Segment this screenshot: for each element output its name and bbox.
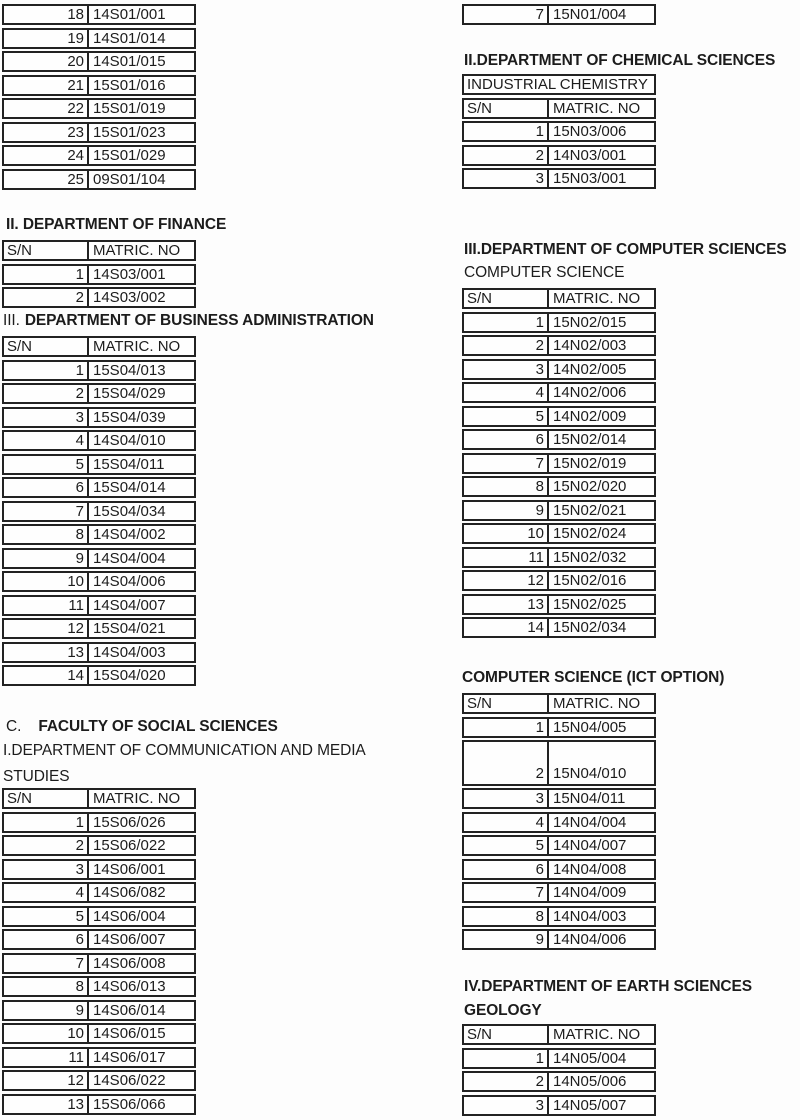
table-row	[462, 382, 656, 403]
matric-cell: 14N04/004	[553, 813, 627, 831]
sn-cell: 6	[464, 861, 549, 878]
table-row	[462, 570, 656, 591]
sn-header-cell: S/N	[464, 1026, 549, 1043]
table-row	[2, 501, 196, 522]
table-row	[2, 407, 196, 428]
matric-cell: 15N02/034	[553, 619, 627, 636]
matric-header-cell: MATRIC. NO	[553, 695, 641, 712]
sn-cell: 3	[464, 170, 549, 187]
matric-cell: 14N03/001	[553, 146, 627, 164]
chemical-title-label: II.DEPARTMENT OF CHEMICAL SCIENCES	[464, 52, 776, 69]
matric-cell: 15N02/024	[553, 525, 627, 542]
table-row	[2, 859, 196, 880]
sn-cell: 7	[464, 6, 549, 23]
table-row	[462, 859, 656, 880]
sn-cell: 20	[4, 53, 89, 70]
matric-cell: 09S01/104	[93, 170, 166, 188]
matric-cell: 15N02/019	[553, 454, 627, 472]
chemical-department-title	[464, 52, 775, 70]
matric-header-cell: MATRIC. NO	[93, 790, 181, 807]
sn-cell: 1	[4, 814, 89, 831]
earth-title-label: IV.DEPARTMENT OF EARTH SCIENCES	[464, 978, 752, 995]
sn-cell: 8	[464, 908, 549, 925]
matric-cell: 15N02/015	[553, 313, 627, 331]
sn-cell: 3	[4, 409, 89, 426]
sn-cell: 4	[464, 384, 549, 401]
matric-cell: 15S04/020	[93, 667, 166, 684]
ict-option-table	[462, 693, 656, 953]
matric-cell: 15S04/013	[93, 361, 166, 379]
matric-cell: 14N04/006	[553, 931, 627, 948]
table-row	[2, 430, 196, 451]
matric-cell: 14S06/022	[93, 1072, 166, 1089]
sn-cell: 4	[4, 432, 89, 449]
table-row	[2, 812, 196, 833]
matric-cell: 14S04/010	[93, 432, 166, 449]
matric-cell: 15S01/016	[93, 76, 166, 94]
matric-cell: 14S06/001	[93, 860, 166, 878]
matric-cell: 14N02/003	[553, 337, 627, 354]
matric-cell: 15S01/029	[93, 147, 166, 164]
table-row	[2, 454, 196, 475]
table-row	[2, 383, 196, 404]
sn-cell: 25	[4, 171, 89, 188]
matric-cell: 15N02/021	[553, 501, 627, 519]
sn-cell: 9	[4, 1002, 89, 1019]
matric-cell: 14S06/082	[93, 884, 166, 901]
industrial-chemistry-table	[462, 74, 656, 192]
sn-cell: 6	[4, 479, 89, 496]
table-row	[462, 1048, 656, 1069]
table-caption-row	[462, 74, 656, 95]
table-row	[462, 500, 656, 521]
sn-cell: 6	[4, 931, 89, 948]
matric-cell: 15N02/020	[553, 478, 627, 495]
social-title-letter: C.	[6, 718, 22, 735]
sn-cell: 8	[4, 526, 89, 543]
table-row	[462, 929, 656, 950]
sn-cell: 3	[464, 790, 549, 807]
sn-cell: 5	[4, 456, 89, 473]
table-row	[2, 665, 196, 686]
table-header-row	[462, 98, 656, 119]
sn-cell: 2	[4, 837, 89, 854]
sn-header-cell: S/N	[464, 695, 549, 712]
matric-cell: 14S04/007	[93, 596, 166, 614]
table-row	[462, 740, 656, 786]
sn-cell: 7	[4, 955, 89, 972]
table-row	[462, 882, 656, 903]
matric-cell: 15S04/021	[93, 620, 166, 637]
sn-header-cell: S/N	[464, 100, 549, 117]
table-row	[2, 882, 196, 903]
table-row	[462, 453, 656, 474]
sn-cell: 2	[464, 337, 549, 354]
matric-cell: 15S04/039	[93, 408, 166, 426]
matric-cell: 15N04/005	[553, 718, 627, 736]
sn-cell: 18	[4, 6, 89, 23]
table-row	[2, 906, 196, 927]
table-row	[2, 122, 196, 143]
table-header-row	[2, 240, 196, 261]
matric-cell: 14S06/013	[93, 978, 166, 995]
table-caption-cell: INDUSTRIAL CHEMISTRY	[467, 76, 648, 93]
matric-cell: 14S01/014	[93, 29, 166, 47]
matric-cell: 14S06/008	[93, 954, 166, 972]
matric-cell: 14S04/003	[93, 643, 166, 661]
table-row	[2, 169, 196, 190]
table-row	[2, 524, 196, 545]
matric-header-cell: MATRIC. NO	[553, 1026, 641, 1043]
sn-cell: 1	[464, 1050, 549, 1067]
table-row	[2, 835, 196, 856]
matric-cell: 14S03/002	[93, 289, 166, 306]
sn-cell: 2	[464, 147, 549, 164]
table-row	[2, 1094, 196, 1115]
sn-cell: 13	[4, 644, 89, 661]
table-row	[2, 929, 196, 950]
matric-cell: 14N02/005	[553, 360, 627, 378]
finance-department-title	[6, 216, 226, 234]
social-title-label: FACULTY OF SOCIAL SCIENCES	[38, 718, 278, 735]
table-row	[462, 547, 656, 568]
matric-cell: 14N04/008	[553, 860, 627, 878]
table-row	[462, 406, 656, 427]
table-row	[462, 1095, 656, 1116]
ict-option-title	[462, 669, 724, 687]
sn-cell: 19	[4, 30, 89, 47]
sn-cell: 14	[4, 667, 89, 684]
table-header-row	[2, 788, 196, 809]
communication-department-line2: STUDIES	[3, 768, 70, 785]
matric-cell: 14N02/006	[553, 384, 627, 401]
table-row	[2, 51, 196, 72]
matric-cell: 15S06/022	[93, 837, 166, 854]
computer-title-label: III.DEPARTMENT OF COMPUTER SCIENCES	[464, 241, 787, 258]
matric-cell: 15N04/010	[553, 764, 627, 782]
sn-cell: 9	[464, 502, 549, 519]
matric-cell: 14S04/002	[93, 526, 166, 543]
sn-cell: 1	[464, 314, 549, 331]
matric-cell: 14S06/014	[93, 1001, 166, 1019]
table-row	[2, 548, 196, 569]
matric-cell: 14S06/007	[93, 931, 166, 948]
sn-cell: 21	[4, 77, 89, 94]
table-row	[2, 953, 196, 974]
matric-cell: 14N05/007	[553, 1096, 627, 1114]
matric-cell: 14S06/015	[93, 1025, 166, 1042]
matric-cell: 15N02/032	[553, 548, 627, 566]
finance-title-label: II. DEPARTMENT OF FINANCE	[6, 216, 227, 233]
sn-header-cell: S/N	[4, 790, 89, 807]
table-row	[2, 642, 196, 663]
matric-cell: 15N02/016	[553, 572, 627, 589]
sn-cell: 7	[4, 503, 89, 520]
sn-cell: 9	[464, 931, 549, 948]
sn-header-cell: S/N	[4, 338, 89, 355]
table-row	[2, 1023, 196, 1044]
table-header-row	[462, 1024, 656, 1045]
matric-cell: 14S06/004	[93, 907, 166, 925]
matric-cell: 15S04/029	[93, 385, 166, 402]
ict-title-label: COMPUTER SCIENCE (ICT OPTION)	[462, 669, 725, 686]
sn-cell: 3	[4, 861, 89, 878]
sn-cell: 12	[4, 1072, 89, 1089]
matric-cell: 15N03/001	[553, 170, 627, 187]
table-row	[2, 264, 196, 285]
table-row	[462, 168, 656, 189]
sn-cell: 2	[4, 385, 89, 402]
matric-cell: 15N02/014	[553, 431, 627, 448]
matric-cell: 14N05/006	[553, 1073, 627, 1090]
table-header-row	[462, 288, 656, 309]
business-administration-table	[2, 336, 196, 689]
matric-cell: 15N01/004	[553, 6, 627, 23]
table-row	[462, 359, 656, 380]
matric-cell: 15N02/025	[553, 595, 627, 613]
matric-cell: 14S04/006	[93, 573, 166, 590]
table-row	[462, 121, 656, 142]
sn-cell: 9	[4, 550, 89, 567]
table-row	[2, 976, 196, 997]
table-header-row	[462, 693, 656, 714]
table-row	[462, 906, 656, 927]
table-row	[462, 594, 656, 615]
table-row	[462, 1071, 656, 1092]
table-header-row	[2, 336, 196, 357]
earth-department-title	[464, 978, 752, 996]
matric-cell: 15S06/026	[93, 813, 166, 831]
matric-cell: 14S04/004	[93, 549, 166, 567]
computer-science-subtitle: COMPUTER SCIENCE	[464, 264, 625, 281]
sn-cell: 2	[4, 289, 89, 306]
sn-cell: 12	[464, 572, 549, 589]
sn-header-cell: S/N	[464, 290, 549, 307]
matric-cell: 14N04/009	[553, 884, 627, 901]
table-row	[2, 287, 196, 308]
matric-cell: 15S06/066	[93, 1095, 166, 1113]
table-row	[462, 429, 656, 450]
table-row	[462, 717, 656, 738]
matric-header-cell: MATRIC. NO	[93, 338, 181, 355]
table-row	[462, 335, 656, 356]
sn-cell: 11	[4, 597, 89, 614]
matric-header-cell: MATRIC. NO	[553, 99, 641, 117]
sn-cell: 7	[464, 455, 549, 472]
finance-table	[2, 240, 196, 311]
matric-cell: 15S01/023	[93, 123, 166, 141]
table-row	[462, 4, 656, 25]
sn-cell: 2	[464, 1073, 549, 1090]
table-row	[2, 4, 196, 25]
matric-cell: 14S03/001	[93, 265, 166, 283]
sn-cell: 12	[4, 620, 89, 637]
sn-header-cell: S/N	[4, 242, 89, 259]
communication-media-table	[2, 788, 196, 1117]
sn-cell: 8	[464, 478, 549, 495]
table-row	[2, 477, 196, 498]
table-row	[462, 312, 656, 333]
sn-cell: 1	[464, 719, 549, 736]
matric-cell: 15S04/014	[93, 479, 166, 496]
sn-cell: 5	[464, 408, 549, 425]
sn-cell: 10	[4, 573, 89, 590]
table-row	[462, 788, 656, 809]
sn-cell: 24	[4, 147, 89, 164]
matric-cell: 14S01/015	[93, 53, 166, 70]
sn-cell: 1	[4, 266, 89, 283]
sn-cell: 4	[464, 814, 549, 831]
matric-cell: 15N04/011	[553, 790, 626, 807]
matric-cell: 15S04/034	[93, 502, 166, 520]
table-row	[462, 476, 656, 497]
table-row	[2, 28, 196, 49]
sn-cell: 1	[464, 123, 549, 140]
sn-cell: 13	[4, 1096, 89, 1113]
sn-cell: 10	[4, 1025, 89, 1042]
geology-table	[462, 1024, 656, 1118]
sn-cell: 5	[464, 837, 549, 854]
sn-cell: 5	[4, 908, 89, 925]
geology-subtitle	[464, 1002, 542, 1020]
table-row	[2, 360, 196, 381]
table-row	[2, 1000, 196, 1021]
sn-cell: 4	[4, 884, 89, 901]
sn-cell: 7	[464, 884, 549, 901]
communication-department-line1: I.DEPARTMENT OF COMMUNICATION AND MEDIA	[3, 742, 366, 759]
matric-cell: 14S06/017	[93, 1048, 166, 1066]
matric-header-cell: MATRIC. NO	[93, 242, 181, 259]
table-row	[2, 1047, 196, 1068]
computer-science-table	[462, 288, 656, 641]
matric-cell: 14N04/007	[553, 837, 627, 854]
sn-cell: 1	[4, 362, 89, 379]
table-row	[462, 145, 656, 166]
matric-cell: 14N05/004	[553, 1049, 627, 1067]
business-department-title	[3, 312, 374, 330]
sn-cell: 11	[4, 1049, 89, 1066]
table-row	[462, 812, 656, 833]
table-row	[462, 835, 656, 856]
table-row	[2, 145, 196, 166]
business-title-label: DEPARTMENT OF BUSINESS ADMINISTRATION	[24, 312, 374, 329]
computer-department-title	[464, 241, 787, 259]
matric-cell: 14S01/001	[93, 6, 166, 23]
business-title-numeral: III.	[3, 312, 20, 329]
sn-cell: 11	[464, 549, 549, 566]
sn-cell: 14	[464, 619, 549, 636]
table-row	[2, 1070, 196, 1091]
matric-cell: 15N03/006	[553, 123, 627, 140]
matric-cell: 15S01/019	[93, 100, 166, 117]
sn-cell: 10	[464, 525, 549, 542]
right-top-continued-table	[462, 4, 656, 28]
matric-cell: 15S04/011	[93, 455, 165, 473]
sn-cell: 8	[4, 978, 89, 995]
sn-cell: 23	[4, 124, 89, 141]
sn-cell: 3	[464, 1097, 549, 1114]
social-sciences-faculty-title	[6, 718, 278, 736]
geology-subtitle-label: GEOLOGY	[464, 1002, 542, 1019]
table-row	[2, 571, 196, 592]
table-row	[462, 523, 656, 544]
sn-cell: 22	[4, 100, 89, 117]
table-row	[2, 98, 196, 119]
sn-cell: 3	[464, 361, 549, 378]
table-row	[2, 595, 196, 616]
matric-header-cell: MATRIC. NO	[553, 290, 641, 307]
sn-cell: 2	[464, 742, 549, 784]
table-row	[2, 618, 196, 639]
table-row	[462, 617, 656, 638]
left-top-continued-table	[2, 4, 196, 192]
sn-cell: 6	[464, 431, 549, 448]
sn-cell: 13	[464, 596, 549, 613]
matric-cell: 14N04/003	[553, 907, 627, 925]
matric-cell: 14N02/009	[553, 407, 627, 425]
table-row	[2, 75, 196, 96]
